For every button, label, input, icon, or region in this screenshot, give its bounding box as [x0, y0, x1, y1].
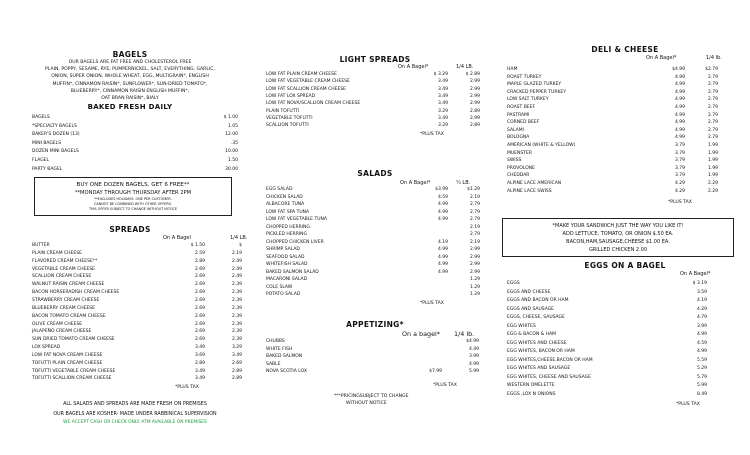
- deli-item-name: BOLOGNA: [507, 135, 530, 141]
- bagels-desc-line: BLUEBERRY*, CINNAMON RAISIN ENGLISH MUFFIN*,: [70, 88, 190, 94]
- spread-item-quarter-price: 2.39: [231, 290, 242, 296]
- deli-item-quarter-price: 1.99: [707, 173, 718, 179]
- spread-item-bagel-price: 2.69: [194, 290, 205, 296]
- egg-item-quarter-price: 4.29: [696, 306, 707, 312]
- deli-col-bagel: On A Bagel*: [646, 55, 677, 61]
- deli-item-quarter-price: 2.79: [707, 135, 718, 141]
- spread-item-quarter-price: 2.39: [231, 313, 242, 319]
- deli-item-name: ROAST BEEF: [507, 105, 536, 110]
- spread-item-bagel-price: 3.49: [194, 368, 205, 374]
- deli-item-quarter-price: 1.99: [707, 165, 718, 171]
- spread-item-bagel-price: 2.69: [194, 297, 205, 303]
- bagel-item-price: 30.00: [225, 166, 238, 172]
- salad-item-name: PICKLED HERRING: [266, 232, 308, 237]
- promo-line5: THIS OFFER SUBJECT TO CHANGE WITHOUT NOTICE: [88, 207, 178, 211]
- spread-item-quarter-price: 2.49: [231, 274, 242, 280]
- deli-item-bagel-price: 4.99: [674, 135, 685, 141]
- eggs-tax: *PLUS TAX: [676, 402, 700, 407]
- light-item-bagel-price: 3.29: [437, 123, 448, 129]
- salad-item-name: CHOPPED CHICKEN LIVER: [266, 239, 324, 245]
- spread-item-name: TOFUTTI VEGETABLE CREAM CHEESE: [32, 368, 116, 374]
- egg-item-name: EGGS AND BACON OR HAM: [507, 298, 569, 303]
- bagel-item-price: 12.00: [225, 132, 238, 138]
- appetizing-item-bagel-price: $7.99: [429, 369, 442, 375]
- deli-item-bagel-price: 4.99: [674, 74, 685, 80]
- egg-item-name: EGG WHITES,CHEESE,BACON OR HAM: [507, 357, 593, 363]
- spread-item-name: LOX SPREAD: [32, 345, 61, 351]
- promo-line1: BUY ONE DOZEN BAGELS, GET 6 FREE**: [76, 182, 190, 188]
- spread-item-quarter-price: 2.39: [231, 321, 242, 327]
- egg-item-quarter-price: 5.59: [696, 357, 707, 363]
- appetizing-item-name: WHITE FISH: [266, 346, 293, 352]
- salad-item-bagel-price: 4.99: [437, 209, 448, 215]
- light-item-name: LOW FAT PLAIN CREAM CHEESE: [266, 72, 337, 77]
- salad-item-quarter-price: 2.99: [469, 269, 480, 275]
- light-item-name: SCALLION TOFUTTI: [266, 123, 309, 129]
- spread-item-name: LOW FAT NOVA CREAM CHEESE: [32, 352, 103, 358]
- spreads-tax: *PLUS TAX: [175, 385, 199, 390]
- spread-item-quarter-price: $: [239, 243, 242, 248]
- deli-item-bagel-price: 3.79: [674, 165, 685, 171]
- light-item-name: LOW FAT NOVA/SCALLION CREAM CHEESE: [266, 101, 361, 107]
- appetizing-tax: *PLUS TAX: [433, 383, 457, 388]
- bagels-title: BAGELS: [112, 50, 148, 59]
- salad-item-quarter-price: $1.29: [467, 187, 480, 192]
- deli-item-quarter-price: 1.99: [707, 143, 718, 148]
- spread-item-quarter-price: 2.39: [231, 337, 242, 343]
- spread-item-name: BACON TOMATO CREAM CHEESE: [32, 313, 106, 319]
- light-item-bagel-price: 3.49: [437, 79, 448, 85]
- light-item-bagel-price: 3.49: [437, 115, 448, 121]
- deli-item-bagel-price: 4.99: [674, 120, 685, 126]
- deli-item-quarter-price: 2.29: [707, 181, 718, 186]
- spread-item-name: TOFUTTI SCALLION CREAM CHEESE: [32, 376, 112, 382]
- bagel-item-name: BAKER'S DOZEN (13): [32, 132, 80, 138]
- deli-item-quarter-price: 1.99: [707, 158, 718, 164]
- deli-item-quarter-price: 2.79: [707, 105, 718, 110]
- light-item-quarter-price: 2.99: [469, 79, 480, 85]
- egg-item-name: EGG WHITES: [507, 323, 536, 329]
- light-item-name: LOW FAT VEGETABLE CREAM CHEESE: [266, 79, 350, 85]
- appetizing-item-name: CHUBBS: [266, 339, 285, 344]
- sandwich-line3: BACON,HAM,SAUSAGE,CHEESE $1.00 EA.: [566, 239, 670, 245]
- bagel-item-price: $ 1.00: [223, 115, 238, 120]
- spread-item-name: VEGETABLE CREAM CHEESE: [32, 266, 96, 272]
- salad-item-bagel-price: [418, 232, 448, 239]
- salad-item-name: CHOPPED HERRING: [266, 224, 310, 230]
- deli-item-name: ALPINE LACE SWISS: [507, 188, 552, 194]
- spread-item-bagel-price: 3.49: [194, 345, 205, 351]
- egg-item-name: EGG WHITES, BACON OR HAM: [507, 349, 575, 354]
- appetizing-item-quarter-price: 4.49: [468, 346, 479, 352]
- salad-item-bagel-price: 4.59: [437, 194, 448, 200]
- deli-item-name: ALPINE LACE AMERICAN: [507, 181, 562, 186]
- light-item-name: LOW FAT SCALLION CREAM CHEESE: [266, 86, 347, 92]
- spread-item-name: SUN DRIED TOMATO CREAM CHEESE: [32, 337, 115, 343]
- spread-item-quarter-price: 2.69: [231, 360, 242, 366]
- egg-item-quarter-price: 5.99: [696, 383, 707, 388]
- deli-item-bagel-price: 3.79: [674, 158, 685, 164]
- spread-item-name: PLAIN CREAM CHEESE: [32, 250, 82, 256]
- light-item-quarter-price: 2.99: [469, 93, 480, 99]
- spread-item-bagel-price: 2.69: [194, 274, 205, 280]
- spread-item-quarter-price: 2.39: [231, 329, 242, 335]
- deli-item-quarter-price: 2.79: [707, 82, 718, 88]
- salad-item-bagel-price: [418, 277, 448, 284]
- spread-item-name: BUTTER: [32, 243, 50, 248]
- light-item-bagel-price: $ 3.29: [433, 72, 448, 77]
- spread-item-quarter-price: 2.49: [231, 266, 242, 272]
- salad-item-bagel-price: 4.99: [437, 269, 448, 275]
- spread-item-name: BLUEBERRY CREAM CHEESE: [32, 305, 95, 311]
- deli-item-bagel-price: 4.99: [674, 112, 685, 118]
- deli-item-quarter-price: 2.79: [707, 127, 718, 133]
- egg-item-name: EGGS AND SAUSAGE: [507, 306, 555, 312]
- deli-item-bagel-price: 4.99: [674, 89, 685, 95]
- salad-item-quarter-price: 1.29: [469, 284, 480, 290]
- promo-box: [34, 177, 232, 216]
- salad-item-quarter-price: 1.29: [469, 277, 480, 282]
- deli-item-bagel-price: 4.29: [674, 188, 685, 194]
- salads-title: SALADS: [357, 169, 393, 178]
- salads-col-bagel: On A Bagel*: [400, 180, 431, 186]
- salad-item-name: BAKED SALMON SALAD: [266, 269, 319, 275]
- deli-item-bagel-price: 4.99: [674, 82, 685, 88]
- appetizing-item-bagel-price: [412, 354, 442, 361]
- egg-item-name: WESTERN OMELETTE: [507, 383, 555, 388]
- appetizing-note1: ***PRICINGSUBJECT TO CHANGE: [334, 394, 409, 399]
- spread-item-bagel-price: 2.89: [194, 258, 205, 264]
- sandwich-line2: ADD LETTUCE, TOMATO, OR ONION $.50 EA.: [562, 231, 674, 237]
- salad-item-name: LOW FAT SPA TUNA: [266, 209, 310, 215]
- spread-item-bagel-price: 2.69: [194, 321, 205, 327]
- deli-item-name: MAPLE GLAZED TURKEY: [507, 82, 562, 88]
- spread-item-name: WALNUT RAISIN CREAM CHEESE: [32, 282, 105, 288]
- deli-item-bagel-price: 4.99: [674, 105, 685, 110]
- deli-item-bagel-price: 3.79: [674, 173, 685, 179]
- egg-item-name: EGGS ,LOX N ONIONS: [507, 391, 556, 397]
- salad-item-quarter-price: 2.19: [469, 224, 480, 230]
- spread-item-quarter-price: 2.39: [231, 305, 242, 311]
- spread-item-name: SCALLION CREAM CHEESE: [32, 274, 92, 280]
- promo-line4: CANNOT BE COMBINED WITH OTHER OFFERS.: [94, 202, 172, 206]
- egg-item-name: EGGS, CHEESE, SAUSAGE: [507, 315, 565, 320]
- deli-item-bagel-price: 4.29: [674, 181, 685, 186]
- light-item-name: VEGETABLE TOFUTTI: [266, 115, 313, 121]
- light-item-bagel-price: 3.49: [437, 93, 448, 99]
- deli-item-quarter-price: 2.79: [707, 89, 718, 95]
- deli-item-quarter-price: 2.29: [707, 188, 718, 194]
- salad-item-name: LOW FAT VEGETABLE TUNA: [266, 217, 327, 222]
- egg-item-name: EGGS: [507, 281, 520, 286]
- spread-item-bagel-price: 3.69: [194, 352, 205, 358]
- light-item-quarter-price: 2.99: [469, 101, 480, 107]
- deli-item-name: AMERICAN (WHITE & YELLOW): [507, 143, 576, 148]
- bagels-desc-line: PLAIN, POPPY, SESAME, RYE, PUMPERNICKEL, SALT, EVERYTHING, GARLIC,: [45, 67, 215, 73]
- salad-item-name: ALBACORE TUNA: [266, 202, 305, 207]
- light-item-bagel-price: 3.29: [437, 108, 448, 114]
- egg-item-quarter-price: $ 3.19: [692, 281, 707, 286]
- salad-item-quarter-price: 2.79: [469, 209, 480, 215]
- egg-item-name: EGG & BACON & HAM: [507, 332, 557, 337]
- spread-item-quarter-price: 2.39: [231, 297, 242, 303]
- spread-item-quarter-price: 2.39: [231, 282, 242, 288]
- egg-item-name: EGG WHITES AND CHEESE: [507, 340, 567, 346]
- salad-item-name: CHICKEN SALAD: [266, 194, 303, 200]
- spread-item-quarter-price: 2.89: [231, 376, 242, 382]
- spread-item-quarter-price: 3.29: [231, 345, 242, 351]
- promo-line3: **EXCLUDES HOLIDAYS. ONE PER CUSTOMER.: [94, 197, 172, 201]
- bagels-subtitle: BAKED FRESH DAILY: [87, 103, 173, 111]
- spreads-footer2: OUR BAGELS ARE KOSHER- MADE UNDER RABBINICAL SUPERVISION: [53, 412, 217, 417]
- eggs-col-bagel: On A Bagel*: [680, 271, 711, 277]
- light-item-quarter-price: $ 2.89: [465, 72, 480, 77]
- bagel-item-price: .35: [230, 140, 238, 146]
- deli-item-bagel-price: $4.99: [672, 67, 685, 72]
- spread-item-bagel-price: 2.89: [194, 360, 205, 366]
- deli-item-name: HAM: [507, 67, 518, 72]
- bagel-item-name: FLAGEL: [32, 158, 50, 163]
- spread-item-bagel-price: 2.69: [194, 337, 205, 343]
- deli-item-name: ROAST TURKEY: [507, 74, 542, 80]
- deli-item-bagel-price: 3.79: [674, 143, 685, 148]
- bagels-desc-line: OUR BAGELS ARE FAT FREE AND CHOLESTEROL FREE: [68, 60, 192, 65]
- spread-item-name: JALAPEÑO CREAM CHEESE: [32, 329, 92, 335]
- spread-item-bagel-price: 2.69: [194, 305, 205, 311]
- promo-line2: **MONDAY THROUGH THURSDAY AFTER 2PM: [74, 190, 192, 196]
- appetizing-title: APPETIZING*: [346, 320, 404, 329]
- appetizing-item-quarter-price: 4.99: [468, 361, 479, 367]
- appetizing-item-name: NOVA SCOTIA LOX: [266, 369, 307, 375]
- egg-item-quarter-price: 5.79: [696, 374, 707, 380]
- spread-item-bagel-price: 2.59: [194, 250, 205, 256]
- light-item-name: LOW FAT LOX SPREAD: [266, 93, 316, 99]
- salad-item-quarter-price: 2.19: [469, 194, 480, 200]
- deli-item-name: LOW SALT TURKEY: [507, 97, 549, 103]
- deli-item-bagel-price: 4.99: [674, 127, 685, 133]
- appetizing-item-quarter-price: 3.99: [468, 354, 479, 360]
- deli-item-quarter-price: 2.79: [707, 74, 718, 80]
- egg-item-name: EGGS AND CHEESE: [507, 289, 551, 295]
- deli-item-name: CHEDDAR: [507, 173, 530, 179]
- spread-item-quarter-price: 2.49: [231, 258, 242, 264]
- deli-item-name: SALAMI: [507, 127, 524, 133]
- light-tax: *PLUS TAX: [420, 132, 444, 137]
- spread-item-name: TOFUTTI PLAIN CREAM CHEESE: [32, 360, 103, 366]
- salad-item-quarter-price: 2.19: [469, 239, 480, 245]
- bagel-item-price: 1.50: [227, 158, 238, 163]
- light-item-quarter-price: 2.89: [469, 108, 480, 114]
- spread-item-quarter-price: 2.19: [231, 250, 242, 256]
- spreads-title: SPREADS: [109, 225, 151, 234]
- eggs-title: EGGS ON A BAGEL: [584, 261, 666, 270]
- deli-item-quarter-price: 2.79: [707, 112, 718, 118]
- deli-item-name: MUENSTER: [507, 150, 532, 156]
- light-item-bagel-price: 3.49: [437, 101, 448, 107]
- bagels-desc-line: MUFFIN*, CINNAMON RAISIN*, SUNFLOWER*, SUN-DRIED TOMATO*,: [52, 81, 208, 87]
- salad-item-bagel-price: 4.99: [437, 202, 448, 207]
- light-item-quarter-price: 2.89: [469, 123, 480, 129]
- spreads-col-bagel: On A Bagel: [163, 235, 191, 241]
- salad-item-quarter-price: 2.79: [469, 217, 480, 222]
- spread-item-bagel-price: 2.69: [194, 282, 205, 288]
- egg-item-quarter-price: 4.59: [696, 340, 707, 346]
- spread-item-bagel-price: 2.69: [194, 313, 205, 319]
- salad-item-bagel-price: 4.99: [437, 262, 448, 267]
- bagel-item-name: BAGELS: [32, 115, 50, 120]
- bagels-desc-line: ONION, SUPER ONION, WHOLE WHEAT, EGG, MULTIGRAIN*, ENGLISH: [51, 74, 209, 80]
- salad-item-name: MACARONI SALAD: [266, 277, 308, 282]
- spread-item-quarter-price: 2.89: [231, 368, 242, 374]
- appetizing-item-name: BAKED SALMON: [266, 354, 303, 360]
- salad-item-quarter-price: 2.79: [469, 202, 480, 207]
- light-item-quarter-price: 2.99: [469, 115, 480, 121]
- salad-item-name: SHRIMP SALAD: [266, 247, 300, 252]
- spreads-col-quarter: 1/4 LB.: [230, 235, 248, 241]
- deli-col-quarter: 1/4 lb.: [706, 55, 722, 61]
- deli-item-quarter-price: 2.79: [707, 120, 718, 126]
- salad-item-quarter-price: 2.79: [469, 232, 480, 237]
- deli-item-quarter-price: 2.79: [707, 97, 718, 103]
- deli-item-name: PASTRAMI: [507, 112, 530, 118]
- egg-item-name: EGG WHITES, CHEESE AND SAUSAGE: [507, 374, 591, 380]
- egg-item-quarter-price: 5.29: [696, 366, 707, 371]
- appetizing-item-bagel-price: [412, 362, 442, 369]
- salad-item-bagel-price: [418, 285, 448, 292]
- appetizing-item-bagel-price: [412, 347, 442, 354]
- appetizing-item-quarter-price: 5.99: [468, 369, 479, 375]
- appetizing-col-quarter: 1/4 lb.: [454, 330, 475, 338]
- deli-tax: *PLUS TAX: [668, 200, 692, 205]
- deli-item-name: CORNED BEEF: [507, 120, 540, 126]
- egg-item-quarter-price: 4.79: [696, 315, 707, 320]
- spread-item-bagel-price: 2.69: [194, 266, 205, 272]
- salad-item-name: EGG SALAD: [266, 187, 293, 192]
- salad-item-bagel-price: 4.99: [437, 217, 448, 222]
- salads-tax: *PLUS TAX: [420, 301, 444, 306]
- spread-item-name: STRAWBERRY CREAM CHEESE: [32, 297, 100, 303]
- salad-item-bagel-price: 4.19: [437, 239, 448, 245]
- spread-item-name: OLIVE CREAM CHEESE: [32, 321, 83, 327]
- spread-item-name: BACON HORSERADISH CREAM CHEESE: [32, 290, 120, 296]
- appetizing-item-quarter-price: $4.99: [466, 339, 479, 344]
- spread-item-quarter-price: 3.49: [231, 352, 242, 358]
- salad-item-bagel-price: 4.99: [437, 247, 448, 252]
- egg-item-quarter-price: 3.59: [696, 289, 707, 295]
- appetizing-note2: WITHOUT NOTICE: [346, 401, 387, 406]
- light-col-quarter: 1/4 LB.: [456, 64, 474, 70]
- sandwich-box: [502, 218, 734, 257]
- sandwich-line1: *MAKE YOUR SANDWICH JUST THE WAY YOU LIKE IT!: [552, 223, 684, 229]
- salads-col-quarter: ¼ LB.: [456, 180, 471, 186]
- egg-item-quarter-price: 4.99: [696, 332, 707, 337]
- salad-item-quarter-price: 2.99: [469, 262, 480, 267]
- egg-item-quarter-price: 8.49: [696, 391, 707, 397]
- deli-title: DELI & CHEESE: [591, 45, 659, 54]
- bagel-item-name: *SPECIALTY BAGELS: [32, 123, 77, 129]
- spread-item-bagel-price: 2.69: [194, 329, 205, 335]
- deli-item-name: SWISS: [507, 158, 522, 164]
- egg-item-quarter-price: 4.19: [696, 298, 707, 303]
- salad-item-name: POTATO SALAD: [266, 292, 301, 297]
- spread-item-bagel-price: 3.49: [194, 376, 205, 382]
- deli-item-name: CRACKED PEPPER TURKEY: [507, 89, 567, 95]
- salad-item-bagel-price: 4.99: [437, 254, 448, 260]
- salad-item-quarter-price: 1.29: [469, 292, 480, 297]
- spreads-footer3: WE ACCEPT CASH OR CHECK ONLY. ATM AVAILABLE ON PREMISES: [63, 420, 207, 425]
- spread-item-bagel-price: $ 1.50: [190, 243, 205, 248]
- salad-item-name: COLE SLAW: [266, 284, 293, 290]
- egg-item-quarter-price: 3.99: [696, 323, 707, 329]
- sandwich-line4: GRILLED CHICKEN 2.00: [588, 247, 648, 253]
- deli-item-name: PROVOLONE: [507, 165, 535, 171]
- light-item-name: PLAIN TOFUTTI: [266, 108, 300, 114]
- spread-item-name: FLAVORED CREAM CHEESE**: [32, 258, 98, 264]
- bagel-item-price: 1.05: [227, 123, 238, 129]
- deli-item-bagel-price: 4.99: [674, 97, 685, 103]
- salad-item-bagel-price: $3.99: [435, 187, 448, 192]
- light-col-bagel: On A Bagel*: [398, 64, 429, 70]
- salad-item-name: WHITEFISH SALAD: [266, 262, 308, 267]
- light-item-quarter-price: 2.99: [469, 86, 480, 92]
- bagel-item-name: MINI BAGELS: [32, 140, 62, 146]
- deli-item-bagel-price: 3.79: [674, 150, 685, 156]
- salad-item-bagel-price: [418, 292, 448, 299]
- bagel-item-price: 10.00: [225, 149, 238, 155]
- bagels-desc-line: OAT BRAN RAISIN*, BIALY: [101, 96, 159, 101]
- appetizing-item-bagel-price: [412, 339, 442, 346]
- appetizing-col-bagel: On a bagel*: [402, 330, 440, 338]
- bagel-item-name: DOZEN MINI BAGELS: [32, 149, 79, 155]
- bagel-item-name: PARTY BAGEL: [32, 166, 63, 172]
- appetizing-item-name: SABLE: [266, 361, 281, 367]
- light-title: LIGHT SPREADS: [339, 55, 411, 64]
- egg-item-name: EGG WHITES AND SAUSAGE: [507, 366, 571, 371]
- spreads-footer1: ALL SALADS AND SPREADS ARE MADE FRESH ON PREMISES: [63, 402, 207, 407]
- light-item-bagel-price: 3.49: [437, 86, 448, 92]
- deli-item-quarter-price: $2.79: [705, 67, 718, 72]
- salad-item-name: SEAFOOD SALAD: [266, 254, 305, 260]
- salad-item-quarter-price: 2.99: [469, 247, 480, 252]
- salad-item-quarter-price: 2.99: [469, 254, 480, 260]
- egg-item-quarter-price: 4.99: [696, 349, 707, 354]
- salad-item-bagel-price: [418, 225, 448, 232]
- deli-item-quarter-price: 1.99: [707, 150, 718, 156]
